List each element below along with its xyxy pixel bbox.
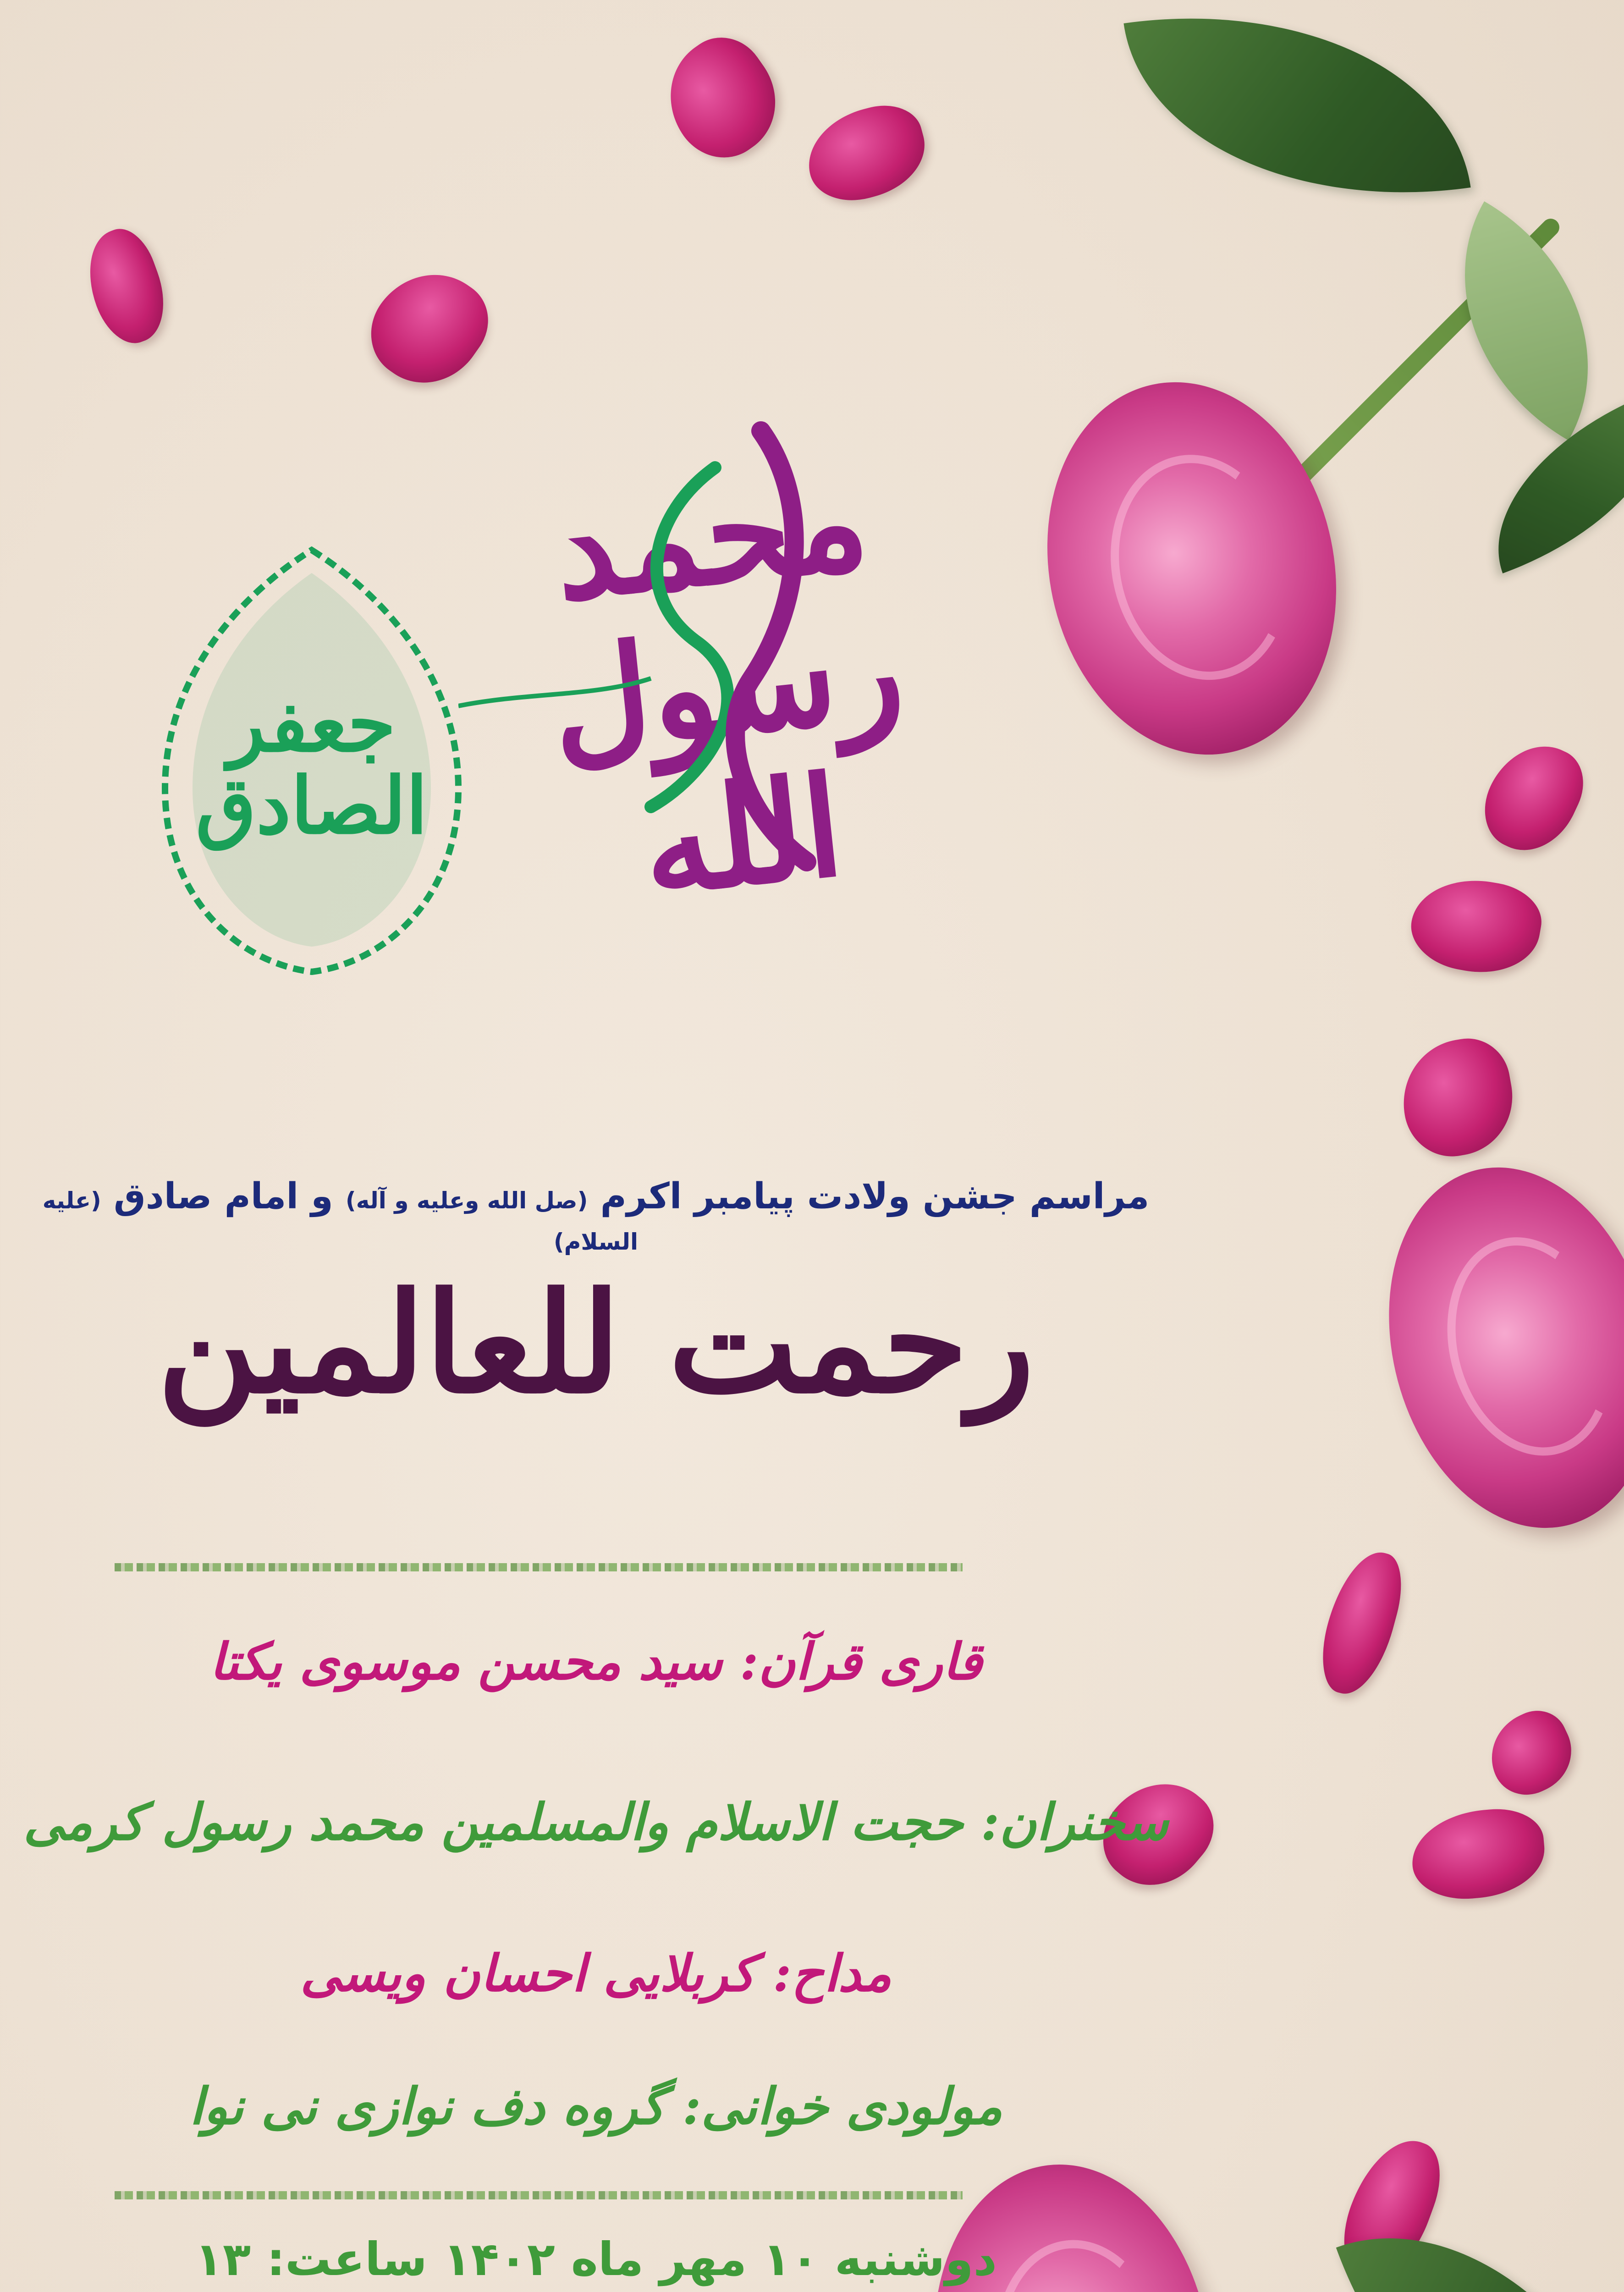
divider	[115, 1563, 963, 1571]
rose-leaf	[1402, 201, 1624, 441]
rose-petal	[798, 96, 935, 211]
quran-reader: قاری قرآن: سید محسن موسوی یکتا	[209, 1632, 982, 1691]
calligraphy-swash-icon	[458, 403, 1008, 953]
rose-petal	[1470, 729, 1596, 866]
event-title: رحمت للعالمین	[157, 1262, 1035, 1424]
rose-petal	[1405, 870, 1547, 982]
calligraphy-main: محمد رسول الله	[542, 437, 910, 926]
calligraphy-secondary: جعفر الصادق	[196, 678, 428, 852]
pink-rose	[1014, 355, 1370, 782]
rose-petal	[1311, 1543, 1411, 1702]
subtitle-and: و امام صادق	[114, 1176, 333, 1217]
rose-petal	[74, 221, 178, 352]
rose-leaf	[1123, 0, 1470, 232]
eulogist: مداح: کربلایی احسان ویسی	[300, 1944, 892, 2003]
rose-petal	[1408, 1805, 1548, 1904]
rose-petal	[1393, 1032, 1522, 1164]
subtitle-paren-2: (علیه السلام)	[42, 1187, 639, 1255]
subtitle-main: مراسم جشن ولادت پیامبر اکرم	[600, 1176, 1150, 1217]
event-subtitle	[0, 1176, 1192, 1258]
subtitle-paren-1: (صل الله وعلیه و آله)	[345, 1187, 588, 1214]
rose-petal	[646, 22, 798, 176]
date-time: دوشنبه ۱۰ مهر ماه ۱۴۰۲ ساعت: ۱۳	[195, 2232, 997, 2286]
mawlid: مولودی خوانی: گروه دف نوازی نی نوا	[189, 2077, 1002, 2136]
rose-petal	[352, 251, 505, 405]
rose-petal	[1477, 1701, 1585, 1806]
divider	[115, 2191, 963, 2199]
pink-rose	[1350, 1137, 1624, 1558]
speaker: سخنران: حجت الاسلام والمسلمین محمد رسول کرمی	[23, 1792, 1168, 1851]
